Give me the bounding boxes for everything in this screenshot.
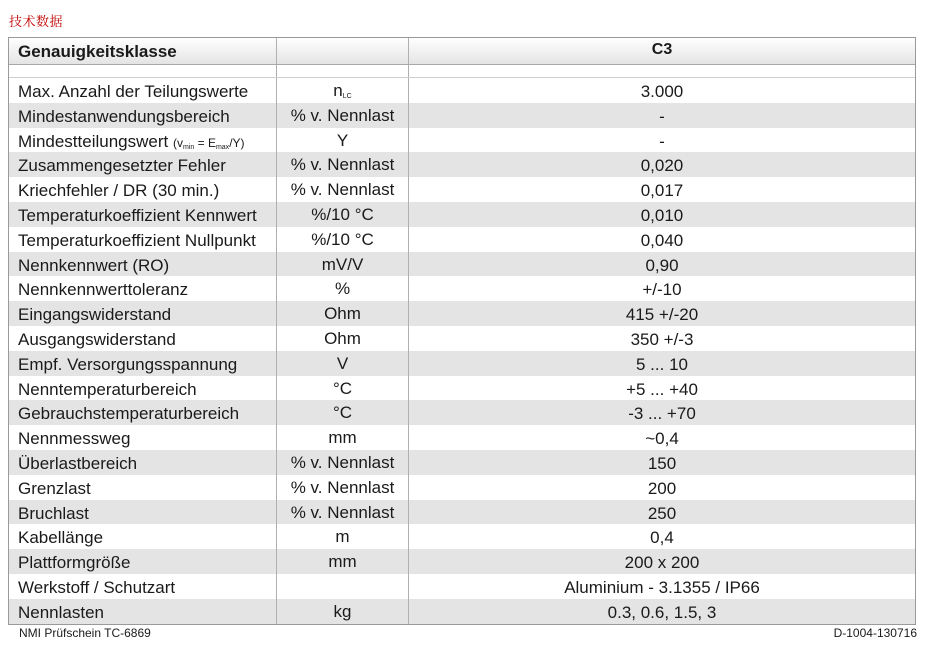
row-label: Temperaturkoeffizient Nullpunkt <box>9 227 277 252</box>
row-value: 200 <box>647 478 677 498</box>
row-value: Aluminium - 3.1355 / IP66 <box>564 577 760 597</box>
row-unit: mm <box>277 549 409 574</box>
row-unit: V <box>277 351 409 376</box>
row-value: 0,040 <box>640 230 684 250</box>
table-row <box>9 78 915 103</box>
row-label: Zusammengesetzter Fehler <box>9 152 277 177</box>
row-unit: % v. Nennlast <box>277 152 409 177</box>
row-value: +/-10 <box>642 280 682 300</box>
row-value: 0.3, 0.6, 1.5, 3 <box>607 602 717 622</box>
row-unit: m <box>277 524 409 549</box>
row-label: Nennkennwerttoleranz <box>9 276 277 301</box>
row-unit: % v. Nennlast <box>277 177 409 202</box>
table-row <box>9 574 915 599</box>
row-unit: % v. Nennlast <box>277 500 409 525</box>
table-row <box>9 326 915 351</box>
row-label: Ausgangswiderstand <box>9 326 277 351</box>
table-row <box>9 500 915 525</box>
row-value: 3.000 <box>640 82 684 101</box>
row-value: +5 ... +40 <box>626 379 698 399</box>
row-label: Mindestanwendungsbereich <box>9 103 277 128</box>
row-unit: mm <box>277 425 409 450</box>
row-unit: Y <box>277 128 409 153</box>
row-label: Plattformgröße <box>9 549 277 574</box>
row-unit: mV/V <box>277 252 409 277</box>
table-row <box>9 252 915 277</box>
table-row <box>9 152 915 177</box>
row-unit: % <box>277 276 409 301</box>
row-value: 250 <box>647 503 677 523</box>
row-label: Gebrauchstemperaturbereich <box>9 400 277 425</box>
row-label: Eingangswiderstand <box>9 301 277 326</box>
header-spacer <box>9 65 915 78</box>
row-value: 5 ... 10 <box>636 354 688 374</box>
table-row <box>9 400 915 425</box>
table-row <box>9 202 915 227</box>
section-title: 技术数据 <box>9 14 64 29</box>
table-row <box>9 376 915 401</box>
table-row <box>9 103 915 128</box>
row-unit <box>277 574 409 599</box>
row-value: 0,010 <box>640 205 684 225</box>
table-row <box>9 351 915 376</box>
row-unit: °C <box>277 400 409 425</box>
footer-document-id: D-1004-130716 <box>833 626 917 640</box>
row-unit: %/10 °C <box>277 202 409 227</box>
spec-table <box>8 37 916 625</box>
row-value: -3 ... +70 <box>628 404 696 424</box>
row-unit: Ohm <box>277 301 409 326</box>
table-row <box>9 450 915 475</box>
header-label: Genauigkeitsklasse <box>9 38 277 64</box>
table-row <box>9 425 915 450</box>
row-label: Nenntemperaturbereich <box>9 376 277 401</box>
header-unit <box>277 38 409 64</box>
table-row <box>9 177 915 202</box>
row-unit: °C <box>277 376 409 401</box>
header-class: C3 <box>651 41 673 58</box>
table-row <box>9 227 915 252</box>
row-value: 0,4 <box>650 528 674 548</box>
row-label: Nennlasten <box>9 599 277 624</box>
table-header <box>9 38 915 65</box>
row-value: 415 +/-20 <box>625 305 699 325</box>
row-label: Kabellänge <box>9 524 277 549</box>
row-label: Nennkennwert (RO) <box>9 252 277 277</box>
table-row <box>9 301 915 326</box>
row-value: 0,017 <box>640 181 684 201</box>
row-value: 200 x 200 <box>624 553 700 573</box>
row-label: Max. Anzahl der Teilungswerte <box>9 78 277 103</box>
table-row <box>9 276 915 301</box>
row-unit: % v. Nennlast <box>277 103 409 128</box>
row-value: - <box>659 106 665 126</box>
table-row <box>9 599 915 624</box>
row-label: Grenzlast <box>9 475 277 500</box>
row-unit: %/10 °C <box>277 227 409 252</box>
row-value: 150 <box>647 453 677 473</box>
table-row <box>9 549 915 574</box>
row-unit: Ohm <box>277 326 409 351</box>
row-unit: % v. Nennlast <box>277 450 409 475</box>
row-label: Überlastbereich <box>9 450 277 475</box>
table-row <box>9 128 915 153</box>
row-label: Werkstoff / Schutzart <box>9 574 277 599</box>
row-unit: % v. Nennlast <box>277 475 409 500</box>
row-value: - <box>659 131 665 151</box>
row-unit: kg <box>277 599 409 624</box>
footer-certificate: NMI Prüfschein TC-6869 <box>19 626 151 640</box>
table-row <box>9 475 915 500</box>
row-value: 0,020 <box>640 156 684 176</box>
row-label: Empf. Versorgungsspannung <box>9 351 277 376</box>
row-value: 0,90 <box>645 255 679 275</box>
row-label: Bruchlast <box>9 500 277 525</box>
row-label: Temperaturkoeffizient Kennwert <box>9 202 277 227</box>
row-value: 350 +/-3 <box>630 329 694 349</box>
row-value: ~0,4 <box>645 429 679 449</box>
row-unit: nLC <box>277 78 409 103</box>
row-label: Mindestteilungswert (vmin = Emax/Y) <box>9 128 277 153</box>
row-label: Kriechfehler / DR (30 min.) <box>9 177 277 202</box>
row-label: Nennmessweg <box>9 425 277 450</box>
table-row <box>9 524 915 549</box>
